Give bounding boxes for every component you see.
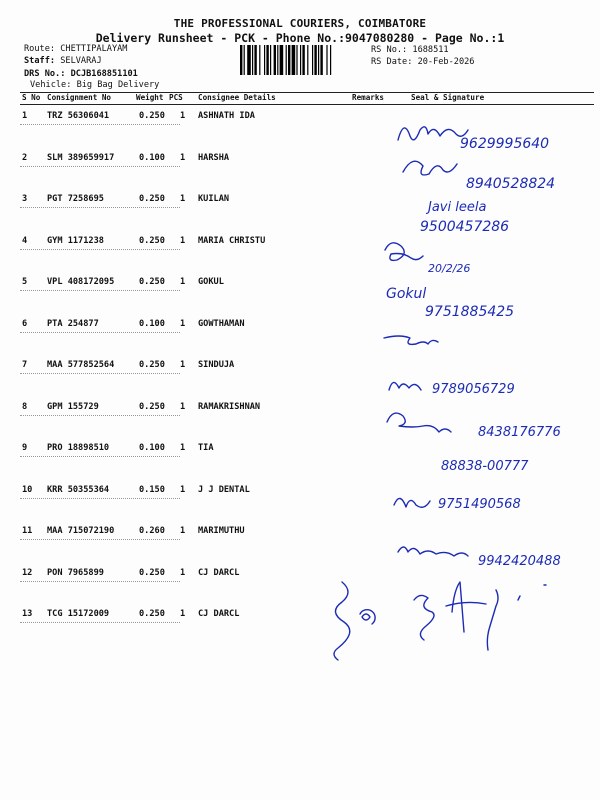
- ink-date-row4: 20/2/26: [428, 262, 471, 275]
- col-seal-header: Seal & Signature: [411, 93, 485, 102]
- barcode-bar: [296, 45, 297, 75]
- barcode-bar: [252, 45, 253, 75]
- row-11-consignment: MAA 715072190: [47, 526, 115, 536]
- row-7-weight: 0.250: [139, 360, 165, 370]
- row-4-sno: 4: [22, 236, 28, 246]
- row-3-weight: 0.250: [139, 194, 165, 204]
- row-12-rule: [20, 581, 180, 582]
- signature-row11: [398, 547, 468, 556]
- row-10-rule: [20, 498, 180, 499]
- drs-value: DCJB168851101: [70, 69, 138, 79]
- row-7-pcs: 1: [180, 360, 186, 370]
- barcode-bar: [254, 45, 256, 75]
- row-11-sno: 11: [22, 526, 33, 536]
- row-9-consignment: PRO 18898510: [47, 443, 110, 453]
- row-5-consignment: VPL 408172095: [47, 277, 115, 287]
- barcode-bar: [244, 45, 245, 75]
- ink-phone-row8: 8438176776: [478, 425, 561, 440]
- barcode-bar: [240, 45, 242, 75]
- barcode-bar: [288, 45, 290, 75]
- signature-row2: [403, 161, 457, 175]
- col-pcs-header: PCS: [169, 93, 183, 102]
- col-weight-header: Weight: [136, 93, 164, 102]
- signature-row13-flourish: [446, 582, 546, 650]
- row-12-consignment: PON 7965899: [47, 568, 104, 578]
- company-title: THE PROFESSIONAL COURIERS, COIMBATORE: [173, 17, 427, 30]
- row-4-consignment: GYM 1171238: [47, 236, 104, 246]
- row-13-sno: 13: [22, 609, 33, 619]
- barcode-bar: [266, 45, 268, 75]
- row-13-rule: [20, 622, 180, 623]
- row-1-sno: 1: [22, 111, 28, 121]
- signature-row1: [398, 127, 468, 140]
- row-7-consignee: SINDUJA: [198, 360, 235, 370]
- row-9-sno: 9: [22, 443, 28, 453]
- barcode-bar: [286, 45, 287, 75]
- barcode-bar: [312, 45, 313, 75]
- row-10-sno: 10: [22, 485, 33, 495]
- row-5-consignee: GOKUL: [198, 277, 224, 287]
- drs-label: DRS No.:: [24, 69, 66, 79]
- ink-phone-row7: 9789056729: [432, 382, 515, 397]
- ink-phone-row5: 9751885425: [425, 304, 515, 320]
- row-11-rule: [20, 539, 180, 540]
- row-3-pcs: 1: [180, 194, 186, 204]
- staff-label: Staff:: [24, 56, 56, 66]
- drs-line: [24, 69, 138, 79]
- row-12-sno: 12: [22, 568, 33, 578]
- col-consignment-header: Consignment No: [47, 93, 112, 102]
- row-7-consignment: MAA 577852564: [47, 360, 115, 370]
- row-11-consignee: MARIMUTHU: [198, 526, 245, 536]
- row-4-weight: 0.250: [139, 236, 165, 246]
- row-7-sno: 7: [22, 360, 28, 370]
- row-2-consignee: HARSHA: [198, 153, 230, 163]
- rs-number: RS No.: 1688511: [371, 45, 449, 55]
- row-2-sno: 2: [22, 153, 28, 163]
- ink-name-row3: Javi leela: [428, 200, 487, 215]
- row-6-rule: [20, 332, 180, 333]
- signature-row8: [387, 413, 451, 432]
- row-1-rule: [20, 124, 180, 125]
- signature-row10: [394, 498, 430, 507]
- row-6-consignee: GOWTHAMAN: [198, 319, 245, 329]
- row-13-consignment: TCG 15172009: [47, 609, 110, 619]
- barcode-bar: [314, 45, 316, 75]
- row-3-rule: [20, 207, 180, 208]
- row-3-consignment: PGT 7258695: [47, 194, 104, 204]
- row-6-sno: 6: [22, 319, 28, 329]
- barcode-bar: [330, 45, 331, 75]
- row-13-pcs: 1: [180, 609, 186, 619]
- row-11-pcs: 1: [180, 526, 186, 536]
- row-2-pcs: 1: [180, 153, 186, 163]
- ink-phone-row2: 8940528824: [466, 176, 556, 192]
- staff-value: SELVARAJ: [60, 56, 102, 66]
- row-5-pcs: 1: [180, 277, 186, 287]
- row-8-rule: [20, 415, 180, 416]
- barcode-bar: [280, 45, 284, 75]
- row-9-pcs: 1: [180, 443, 186, 453]
- row-12-consignee: CJ DARCL: [198, 568, 240, 578]
- barcode-bar: [292, 45, 296, 75]
- row-6-pcs: 1: [180, 319, 186, 329]
- signature-row12-left: [334, 582, 350, 660]
- vehicle-line: Vehicle: Big Bag Delivery: [30, 80, 160, 90]
- row-5-weight: 0.250: [139, 277, 165, 287]
- row-4-consignee: MARIA CHRISTU: [198, 236, 266, 246]
- row-8-consignment: GPM 155729: [47, 402, 99, 412]
- header-bottom-rule: [20, 104, 594, 105]
- ink-phone-row9: 88838-00777: [441, 459, 529, 474]
- row-1-consignment: TRZ 56306041: [47, 111, 110, 121]
- row-3-sno: 3: [22, 194, 28, 204]
- ink-phone-row10: 9751490568: [438, 497, 521, 512]
- row-1-pcs: 1: [180, 111, 186, 121]
- col-sno-header: S No: [22, 93, 41, 102]
- barcode-bar: [326, 45, 327, 75]
- row-1-weight: 0.250: [139, 111, 165, 121]
- row-9-rule: [20, 456, 180, 457]
- row-2-consignment: SLM 389659917: [47, 153, 115, 163]
- row-8-weight: 0.250: [139, 402, 165, 412]
- route-line: Route: CHETTIPALAYAM: [24, 44, 128, 54]
- col-remarks-header: Remarks: [352, 93, 385, 102]
- row-13-weight: 0.250: [139, 609, 165, 619]
- row-8-pcs: 1: [180, 402, 186, 412]
- barcode-bar: [274, 45, 276, 75]
- signature-row13: [414, 595, 434, 640]
- row-11-weight: 0.260: [139, 526, 165, 536]
- ink-phone-row11: 9942420488: [478, 554, 561, 569]
- staff-line: [24, 56, 102, 66]
- barcode-image: [240, 45, 364, 75]
- barcode-bar: [300, 45, 301, 75]
- row-3-consignee: KUILAN: [198, 194, 230, 204]
- barcode-bar: [302, 45, 304, 75]
- row-10-consignment: KRR 50355364: [47, 485, 110, 495]
- runsheet-subtitle: Delivery Runsheet - PCK - Phone No.:9047080280 - Page No.:1: [95, 31, 505, 45]
- row-1-consignee: ASHNATH IDA: [198, 111, 255, 121]
- barcode-bar: [264, 45, 265, 75]
- row-13-consignee: CJ DARCL: [198, 609, 240, 619]
- row-12-pcs: 1: [180, 568, 186, 578]
- barcode-bar: [320, 45, 322, 75]
- row-8-consignee: RAMAKRISHNAN: [198, 402, 261, 412]
- row-4-rule: [20, 249, 180, 250]
- row-5-rule: [20, 290, 180, 291]
- row-10-consignee: J J DENTAL: [198, 485, 250, 495]
- row-10-weight: 0.150: [139, 485, 165, 495]
- row-8-sno: 8: [22, 402, 28, 412]
- row-4-pcs: 1: [180, 236, 186, 246]
- row-7-rule: [20, 373, 180, 374]
- barcode-bar: [307, 45, 308, 75]
- signature-row4: [385, 243, 423, 261]
- row-2-rule: [20, 166, 180, 167]
- row-12-weight: 0.250: [139, 568, 165, 578]
- ink-name-row5: Gokul: [386, 286, 427, 302]
- rs-date: RS Date: 20-Feb-2026: [371, 57, 475, 67]
- barcode-bar: [270, 45, 271, 75]
- row-6-weight: 0.100: [139, 319, 165, 329]
- barcode-bar: [247, 45, 251, 75]
- signature-row6: [384, 336, 438, 344]
- row-6-consignment: PTA 254877: [47, 319, 99, 329]
- row-9-consignee: TIA: [198, 443, 214, 453]
- col-consignee-header: Consignee Details: [198, 93, 276, 102]
- row-5-sno: 5: [22, 277, 28, 287]
- seal-row12: [360, 610, 375, 624]
- barcode-bar: [277, 45, 278, 75]
- row-10-pcs: 1: [180, 485, 186, 495]
- signature-row7: [389, 382, 421, 390]
- ink-phone-row1: 9629995640: [460, 136, 550, 152]
- barcode-bar: [259, 45, 260, 75]
- barcode-bar: [318, 45, 319, 75]
- row-2-weight: 0.100: [139, 153, 165, 163]
- row-9-weight: 0.100: [139, 443, 165, 453]
- ink-phone-row3: 9500457286: [420, 219, 510, 235]
